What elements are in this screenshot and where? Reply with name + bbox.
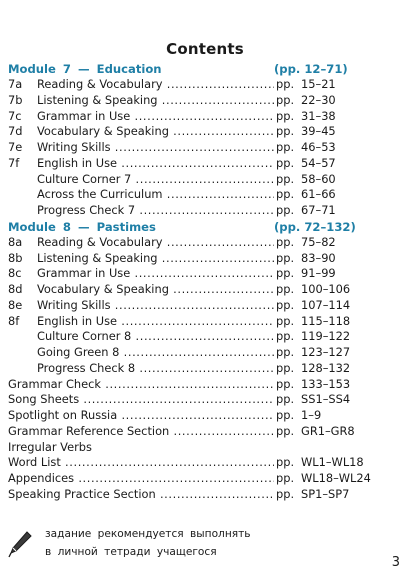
table-of-contents (8, 61, 371, 503)
entry-title: Listening & Speaking ..... (37, 251, 274, 267)
entry-title: Word List ..... (8, 455, 274, 471)
toc-entry[interactable] (8, 266, 352, 282)
page-range: 15–21 (301, 77, 336, 91)
toc-entry[interactable] (8, 282, 352, 298)
pp-label: pp. (276, 171, 295, 186)
page-range: 91–99 (301, 266, 336, 281)
entry-title: Reading & Vocabulary ..... (37, 77, 274, 93)
toc-entry[interactable] (8, 298, 352, 314)
note-line-1: задание рекомендуется выполнять (45, 528, 251, 540)
pp-label: pp. (276, 250, 295, 265)
pp-label: pp. (276, 77, 295, 91)
page-range: 54–57 (301, 155, 336, 170)
unit-number: 7a (8, 77, 23, 91)
toc-entry[interactable] (8, 172, 352, 188)
entry-title: Song Sheets ..... (8, 392, 274, 408)
entry-title: Reading & Vocabulary ..... (37, 235, 274, 251)
toc-entry[interactable] (8, 251, 352, 267)
page-range: 67–71 (301, 203, 336, 217)
module-heading[interactable] (8, 61, 352, 77)
unit-number: 8f (8, 313, 20, 328)
unit-number: 8b (8, 250, 23, 265)
toc-entry[interactable] (8, 314, 352, 330)
toc-entry[interactable] (8, 187, 352, 203)
unit-number: 8a (8, 234, 23, 249)
toc-entry[interactable] (8, 471, 371, 487)
toc-entry[interactable] (8, 235, 352, 251)
page-range: 61–66 (301, 187, 336, 202)
module-title: Module 8 — Pastimes (8, 219, 156, 234)
module-page-range: (pp. 72–132) (274, 219, 356, 234)
unit-number: 8c (8, 266, 22, 281)
pp-label: pp. (276, 360, 295, 375)
entry-title: Going Green 8 ..... (37, 345, 274, 361)
entry-title: English in Use ..... (37, 156, 274, 172)
toc-entry[interactable] (8, 109, 352, 125)
pp-label: pp. (276, 203, 295, 217)
page-range: 31–38 (301, 108, 336, 123)
toc-entry[interactable] (8, 455, 364, 471)
entry-title: Writing Skills ..... (37, 298, 274, 314)
pp-label: pp. (276, 140, 295, 154)
page-range: 100–106 (301, 282, 351, 296)
pp-label: pp. (276, 92, 295, 107)
unit-number: 8d (8, 282, 23, 296)
toc-entry[interactable] (8, 361, 352, 377)
page-range: 128–132 (301, 360, 351, 375)
entry-title: Grammar in Use ..... (37, 266, 274, 282)
entry-title: Culture Corner 8 ..... (37, 329, 274, 345)
pp-label: pp. (276, 313, 295, 328)
page-range: 58–60 (301, 171, 336, 186)
unit-number: 7c (8, 108, 22, 123)
pencil-icon (8, 530, 32, 558)
note-line-2: в личной тетради учащегося (45, 546, 217, 558)
pp-label: pp. (276, 345, 295, 359)
page-range: 119–122 (301, 329, 351, 344)
toc-entry[interactable] (8, 423, 355, 440)
entry-title: Grammar Check ..... (8, 377, 274, 393)
entry-title: Progress Check 8 ..... (37, 361, 274, 377)
toc-entry[interactable] (8, 377, 352, 393)
page-range: GR1–GR8 (301, 423, 355, 438)
entry-title: Irregular Verbs (8, 439, 92, 454)
page-title: Contents (166, 40, 244, 58)
unit-number: 7e (8, 140, 23, 154)
page-range: 107–114 (301, 297, 351, 312)
pp-label: pp. (276, 108, 295, 123)
pp-label: pp. (276, 124, 295, 139)
pp-label: pp. (276, 187, 295, 202)
pp-label: pp. (276, 234, 295, 249)
toc-entry[interactable] (8, 203, 352, 219)
pp-label: pp. (276, 471, 295, 485)
pp-label: pp. (276, 455, 295, 470)
toc-entry[interactable] (8, 408, 352, 424)
page-range: 1–9 (301, 408, 322, 422)
toc-entry[interactable] (8, 124, 352, 140)
pp-label: pp. (276, 155, 295, 170)
toc-entry[interactable] (8, 77, 352, 93)
entry-title: Grammar Reference Section ..... (8, 424, 274, 440)
pp-label: pp. (276, 376, 295, 391)
page-range: 83–90 (301, 250, 336, 265)
entry-title: Listening & Speaking ..... (37, 93, 274, 109)
toc-entry[interactable] (8, 440, 352, 456)
page-range: 133–153 (301, 376, 351, 391)
toc-entry[interactable] (8, 329, 352, 345)
pp-label: pp. (276, 486, 295, 501)
page-range: WL1–WL18 (301, 455, 364, 470)
entry-title: Vocabulary & Speaking ..... (37, 282, 274, 298)
toc-entry[interactable] (8, 345, 352, 361)
unit-number: 7b (8, 92, 23, 107)
page-range: 75–82 (301, 234, 336, 249)
pp-label: pp. (276, 266, 295, 281)
pp-label: pp. (276, 297, 295, 312)
page-range: 46–53 (301, 140, 336, 154)
page-range: 22–30 (301, 92, 336, 107)
entry-title: English in Use ..... (37, 314, 274, 330)
pp-label: pp. (276, 423, 295, 438)
page-range: 39–45 (301, 124, 336, 139)
pp-label: pp. (276, 329, 295, 344)
module-heading[interactable] (8, 219, 356, 235)
toc-entry[interactable] (8, 156, 352, 172)
pp-label: pp. (276, 282, 295, 296)
page-range: 115–118 (301, 313, 351, 328)
page-range: WL18–WL24 (301, 471, 371, 485)
page-range: 123–127 (301, 345, 351, 359)
unit-number: 7f (8, 155, 20, 170)
entry-title: Writing Skills ..... (37, 140, 274, 156)
toc-entry[interactable] (8, 93, 352, 109)
entry-title: Vocabulary & Speaking ..... (37, 124, 274, 140)
entry-title: Across the Curriculum ..... (37, 187, 274, 203)
module-title: Module 7 — Education (8, 62, 162, 76)
entry-title: Culture Corner 7 ..... (37, 172, 274, 188)
entry-title: Spotlight on Russia ..... (8, 408, 274, 424)
entry-title: Speaking Practice Section ..... (8, 487, 274, 503)
pp-label: pp. (276, 392, 295, 407)
pp-label: pp. (276, 408, 295, 422)
toc-entry[interactable] (8, 392, 352, 408)
toc-entry[interactable] (8, 140, 352, 156)
toc-entry[interactable] (8, 487, 352, 503)
module-page-range: (pp. 12–71) (274, 62, 348, 76)
unit-number: 8e (8, 297, 23, 312)
entry-title: Progress Check 7 ..... (37, 203, 274, 219)
page-range: SS1–SS4 (301, 392, 351, 407)
entry-title: Grammar in Use ..... (37, 109, 274, 125)
page-range: SP1–SP7 (301, 486, 350, 501)
entry-title: Appendices ..... (8, 471, 274, 487)
unit-number: 7d (8, 124, 23, 139)
page-number: 3 (391, 555, 400, 570)
